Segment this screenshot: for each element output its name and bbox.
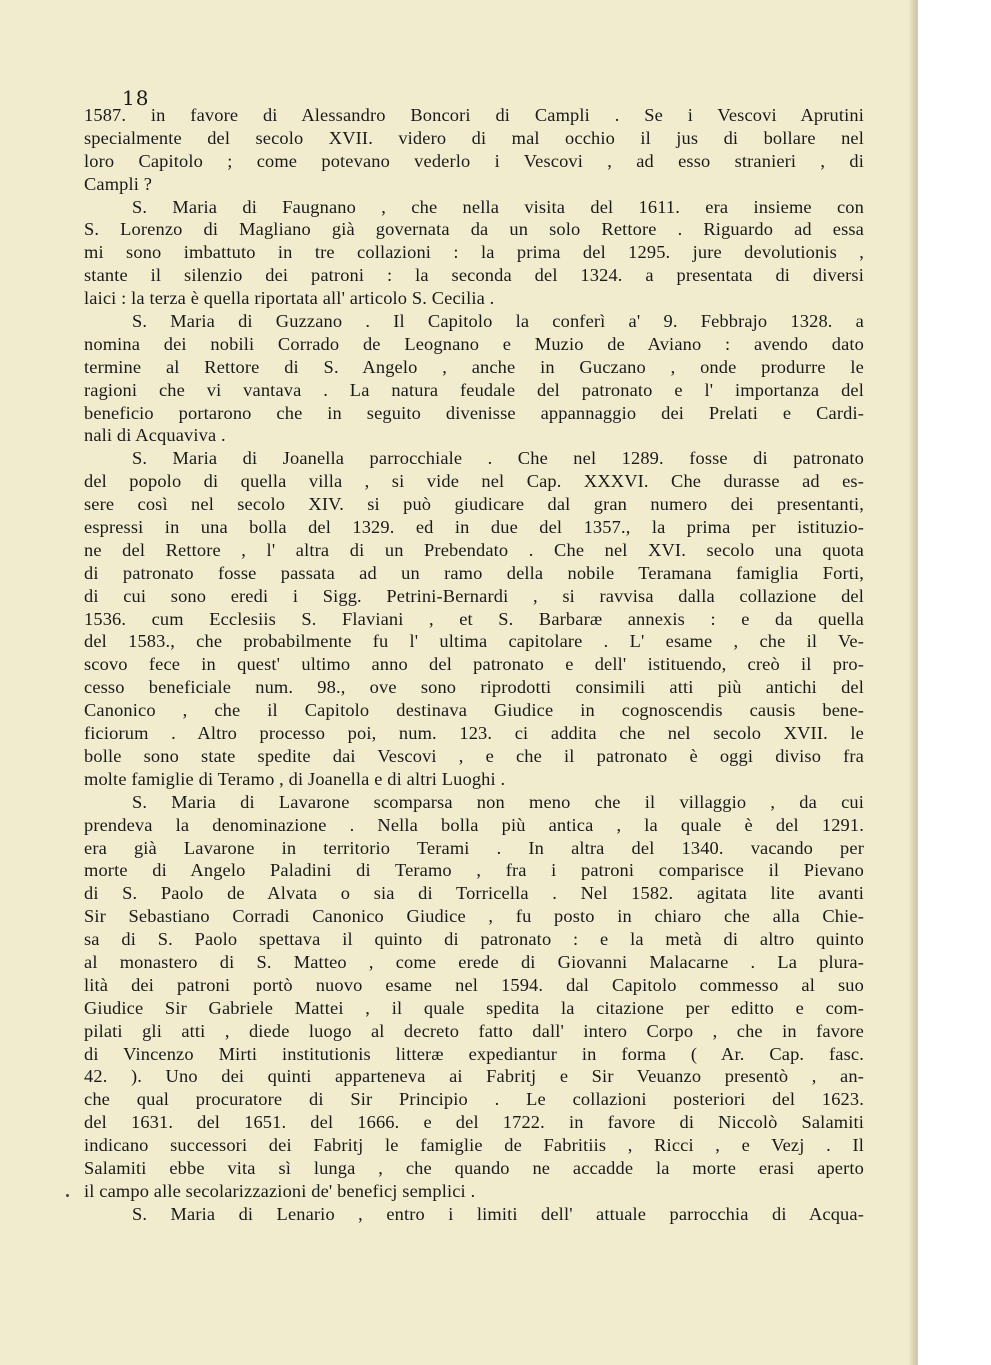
text-line: Canonico , che il Capitolo destinava Giudice in cognoscendis causis bene- (84, 700, 864, 721)
text-line: espressi in una bolla del 1329. ed in due del 1357., la prima per istituzio- (84, 517, 864, 538)
text-line: specialmente del secolo XVII. videro di mal occhio il jus di bollare nel (84, 127, 864, 148)
paragraph-start-line: S. Maria di Lenario , entro i limiti dell' attuale parrocchia di Acqua- (132, 1203, 864, 1224)
text-line: 1536. cum Ecclesiis S. Flaviani , et S. Barbaræ annexis : e da quella (84, 608, 864, 629)
page-gutter-shadow (908, 0, 918, 1365)
text-line: ragioni che vi vantava . La natura feudale del patronato e l' importanza del (84, 379, 864, 400)
text-line: indicano successori dei Fabritj le famiglie de Fabritiis , Ricci , e Vezj . Il (84, 1135, 864, 1156)
text-line: di S. Paolo de Alvata o sia di Torricella . Nel 1582. agitata lite avanti (84, 883, 864, 904)
text-line: molte famiglie di Teramo , di Joanella e di altri Luoghi . (84, 768, 506, 789)
text-line: sere così nel secolo XIV. si può giudicare dal gran numero dei presentanti, (84, 494, 864, 515)
text-line: di Vincenzo Mirti institutionis litteræ expediantur in forma ( Ar. Cap. fasc. (84, 1043, 864, 1064)
paragraph-start-line: S. Maria di Guzzano . Il Capitolo la conferì a' 9. Febbrajo 1328. a (132, 311, 864, 332)
text-line: bolle sono state spedite dai Vescovi , e che il patronato è oggi diviso fra (84, 745, 864, 766)
text-line: sa di S. Paolo spettava il quinto di patronato : e la metà di altro quinto (84, 929, 864, 950)
text-line: era già Lavarone in territorio Terami . In altra del 1340. vacando per (84, 837, 864, 858)
text-line: nali di Acquaviva . (84, 425, 226, 446)
text-line: nomina dei nobili Corrado de Leognano e Muzio de Aviano : avendo dato (84, 333, 864, 354)
text-line: ficiorum . Altro processo poi, num. 123. ci addita che nel secolo XVII. le (84, 723, 864, 744)
text-line: mi sono imbattuto in tre collazioni : la prima del 1295. jure devolutionis , (84, 242, 864, 263)
text-line: morte di Angelo Paladini di Teramo , fra i patroni comparisce il Pievano (84, 860, 864, 881)
paragraph-start-line: S. Maria di Joanella parrocchiale . Che nel 1289. fosse di patronato (132, 448, 864, 469)
margin-dot (66, 1194, 69, 1197)
text-line: che qual procuratore di Sir Principio . Le collazioni posteriori del 1623. (84, 1089, 864, 1110)
text-line: prendeva la denominazione . Nella bolla più antica , la quale è del 1291. (84, 814, 864, 835)
text-line: cesso beneficiale num. 98., ove sono riprodotti consimili atti più antichi del (84, 677, 864, 698)
text-line: Campli ? (84, 173, 153, 194)
text-line: 42. ). Uno dei quinti apparteneva ai Fabritj e Sir Veuanzo presentò , an- (84, 1066, 864, 1087)
text-line: scovo fece in quest' ultimo anno del patronato e dell' istituendo, creò il pro- (84, 654, 864, 675)
text-line: termine al Rettore di S. Angelo , anche in Guczano , onde produrre le (84, 356, 864, 377)
paragraph-start-line: S. Maria di Faugnano , che nella visita del 1611. era insieme con (132, 196, 864, 217)
text-line: pilati gli atti , diede luogo al decreto fatto dall' intero Corpo , che in favore (84, 1020, 864, 1041)
text-line: Salamiti ebbe vita sì lunga , che quando ne accadde la morte erasi aperto (84, 1157, 864, 1178)
text-line: ne del Rettore , l' altra di un Prebendato . Che nel XVI. secolo una quota (84, 539, 864, 560)
page-number: 18 (122, 86, 150, 110)
paragraph-start-line: S. Maria di Lavarone scomparsa non meno che il villaggio , da cui (132, 791, 864, 812)
text-line: del popolo di quella villa , si vide nel Cap. XXXVI. Che durasse ad es- (84, 471, 864, 492)
text-line: di patronato fosse passata ad un ramo della nobile Teramana famiglia Forti, (84, 562, 864, 583)
text-line: Giudice Sir Gabriele Mattei , il quale spedita la citazione per editto e com- (84, 997, 864, 1018)
text-line: Sir Sebastiano Corradi Canonico Giudice , fu posto in chiaro che alla Chie- (84, 906, 864, 927)
text-line: il campo alle secolarizzazioni de' beneficj semplici . (84, 1180, 476, 1201)
text-line: del 1631. del 1651. del 1666. e del 1722. in favore di Niccolò Salamiti (84, 1112, 864, 1133)
text-line: stante il silenzio dei patroni : la seconda del 1324. a presentata di diversi (84, 265, 864, 286)
text-line: 1587. in favore di Alessandro Boncori di Campli . Se i Vescovi Aprutini (84, 105, 864, 125)
text-line: beneficio portarono che in seguito divenisse appannaggio dei Prelati e Cardi- (84, 402, 864, 423)
text-line: laici : la terza è quella riportata all' articolo S. Cecilia . (84, 288, 495, 309)
body-text (84, 104, 864, 1226)
text-line: lità dei patroni portò nuovo esame nel 1594. dal Capitolo commesso al suo (84, 974, 864, 995)
text-line: loro Capitolo ; come potevano vederlo i Vescovi , ad esso stranieri , di (84, 150, 864, 171)
text-line: del 1583., che probabilmente fu l' ultima capitolare . L' esame , che il Ve- (84, 631, 864, 652)
text-line: di cui sono eredi i Sigg. Petrini-Bernardi , si ravvisa dalla collazione del (84, 585, 864, 606)
text-line: S. Lorenzo di Magliano già governata da un solo Rettore . Riguardo ad essa (84, 219, 864, 240)
text-line: al monastero di S. Matteo , come erede di Giovanni Malacarne . La plura- (84, 951, 864, 972)
